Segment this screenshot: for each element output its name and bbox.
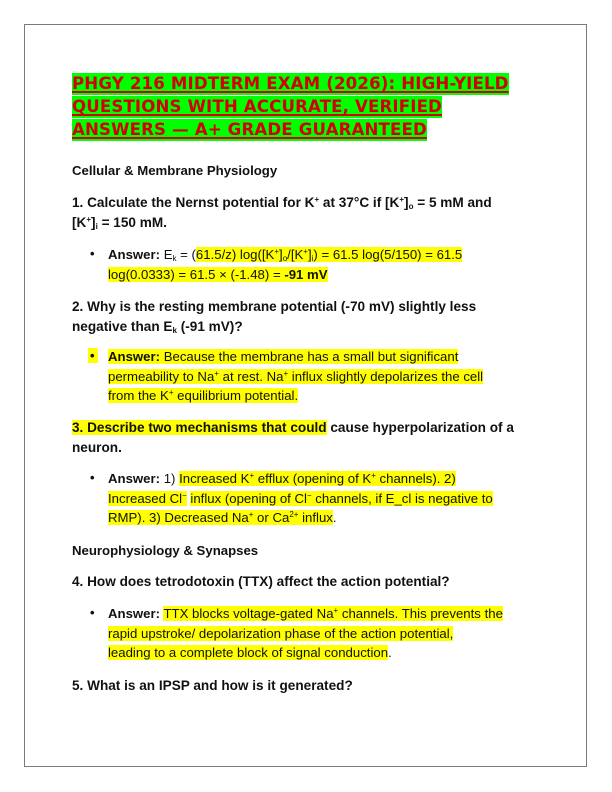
bullet-icon: • xyxy=(90,605,95,620)
answer-3: Answer: 1) Increased K+ efflux (opening of K+ channels). 2) Increased Cl− influx (opening of Cl− channels, if E_cl is negative to RMP). 3) Decreased Na+ or $Ca^{2+}$ influx. xyxy=(108,471,493,525)
section-heading-cellular: Cellular & Membrane Physiology xyxy=(72,163,278,178)
answer-1: Answer: $E_k = (61.5/z) \log([K^+]_o/[K^+]_i) = 61.5$ log(5/150) = 61.5 log(0.0333) = 61.5 × (-1.48) = -91 mV xyxy=(108,247,463,282)
question-4: 4. How does tetrodotoxin (TTX) affect the action potential? xyxy=(72,574,450,589)
answer-label: Answer: xyxy=(108,349,161,364)
title-line-3: ANSWERS — A+ GRADE GUARANTEED xyxy=(72,120,427,139)
question-3: 3. Describe two mechanisms that could cause hyperpolarization of a neuron. xyxy=(72,420,514,455)
answer-label: Answer: xyxy=(108,471,161,486)
bullet-icon: • xyxy=(90,470,95,485)
answer-label: Answer: xyxy=(108,247,161,262)
question-5: 5. What is an IPSP and how is it generated? xyxy=(72,678,353,693)
title-line-1: PHGY 216 MIDTERM EXAM (2026): HIGH-YIELD xyxy=(72,74,509,93)
title-line-2: QUESTIONS WITH ACCURATE, VERIFIED xyxy=(72,97,442,116)
question-2: 2. Why is the resting membrane potential (-70 mV) slightly less negative than $E_k$ (-91 mV)? xyxy=(72,299,477,335)
answer-label: Answer: xyxy=(108,606,161,621)
section-heading-neurophysiology: Neurophysiology & Synapses xyxy=(72,543,259,558)
bullet-icon: • xyxy=(88,348,98,363)
bullet-icon: • xyxy=(90,246,95,261)
document-title xyxy=(72,72,542,141)
question-1: 1. Calculate the Nernst potential for K+ at 37°C if $[K^+]_o = 5$ mM and $[K^+]_i = 150$ mM. xyxy=(72,195,492,231)
answer-2: Answer: Because the membrane has a small but significant permeability to Na+ at rest. Na+ influx slightly depolarizes the cell from the K+ equilibrium potential. xyxy=(108,349,484,403)
answer-4: Answer: TTX blocks voltage-gated Na+ channels. This prevents the rapid upstroke/ depolarization phase of the action potential, leading to a complete block of signal conduction. xyxy=(108,606,503,660)
